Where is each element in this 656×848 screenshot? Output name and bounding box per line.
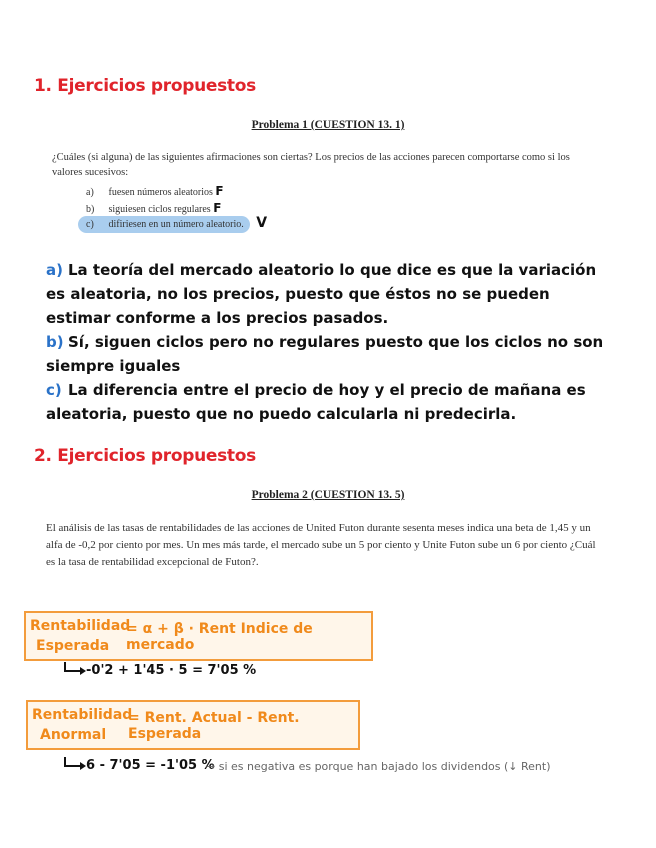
problem-1-question: ¿Cuáles (si alguna) de las siguientes afirmaciones son ciertas? Los precios de las acciones parecen comportarse como si los valores sucesivos: [52, 152, 570, 178]
turn-arrow-icon [64, 662, 80, 672]
formula-2-label-line1: Rentabilidad [32, 707, 133, 723]
problem-2-title: Problema 2 (CUESTION 13. 5) [251, 489, 405, 501]
option-b-letter: b) [86, 204, 95, 215]
formula-2-calculation [64, 758, 215, 773]
formula-2-expression: = Rent. Actual - Rent. Esperada [128, 710, 300, 742]
option-a-text: fuesen números aleatorios [108, 187, 213, 198]
formula-1-label-line2: Esperada [36, 638, 110, 654]
formula-1-expression: = α + β · Rent Indice de mercado [126, 621, 313, 653]
answer-b-text: Sí, siguen ciclos pero no regulares puesto que los ciclos no son siempre iguales [46, 333, 604, 375]
answer-c [46, 378, 606, 426]
answer-c-text: La diferencia entre el precio de hoy y el precio de mañana es aleatoria, puesto que no puedo calcularla ni predecirla. [46, 381, 586, 423]
option-c-mark: V [256, 215, 268, 231]
answer-b-label: b) [46, 333, 64, 351]
problem-1-title: Problema 1 (CUESTION 13. 1) [251, 119, 405, 131]
answer-b [46, 330, 606, 378]
turn-arrow-icon [64, 757, 80, 767]
answer-c-label: c) [46, 381, 62, 399]
formula-1-label-line1: Rentabilidad [30, 618, 131, 634]
option-a [86, 184, 224, 198]
formula-1-calc-text: -0'2 + 1'45 · 5 = 7'05 % [86, 663, 257, 678]
formula-2-note: → si es negativa es porque han bajado los dividendos (↓ Rent) [206, 760, 551, 773]
option-b-text: siguiesen ciclos regulares [108, 204, 211, 215]
option-a-mark: F [215, 184, 224, 198]
option-c-letter: c) [86, 219, 94, 230]
section-1-title: 1. Ejercicios propuestos [34, 76, 256, 96]
option-c [78, 215, 267, 233]
option-b [86, 201, 221, 215]
formula-1-calculation [64, 663, 256, 678]
formula-2-box [26, 700, 360, 750]
problem-2-statement: El análisis de las tasas de rentabilidades de las acciones de United Futon durante sesenta meses indica una beta de 1,45 y un alfa de -0,2 por ciento por mes. Un mes más tarde, el mercado sube un 5 por ciento y Unite Futon sube un 6 por ciento ¿Cuál es la tasa de rentabilidad excepcional de Futon?. [46, 522, 596, 568]
answer-a [46, 258, 606, 330]
formula-1-box [24, 611, 373, 661]
formula-2-calc-text: 6 - 7'05 = -1'05 % [86, 758, 215, 773]
answer-a-text: La teoría del mercado aleatorio lo que dice es que la variación es aleatoria, no los precios, puesto que éstos no se pueden estimar conforme a los precios pasados. [46, 261, 597, 327]
option-a-letter: a) [86, 187, 94, 198]
section-2-title: 2. Ejercicios propuestos [34, 446, 256, 466]
option-c-text: difiriesen en un número aleatorio. [108, 219, 244, 230]
formula-2-label-line2: Anormal [40, 727, 107, 743]
option-c-highlight [78, 216, 250, 233]
answer-a-label: a) [46, 261, 63, 279]
option-b-mark: F [213, 201, 222, 215]
